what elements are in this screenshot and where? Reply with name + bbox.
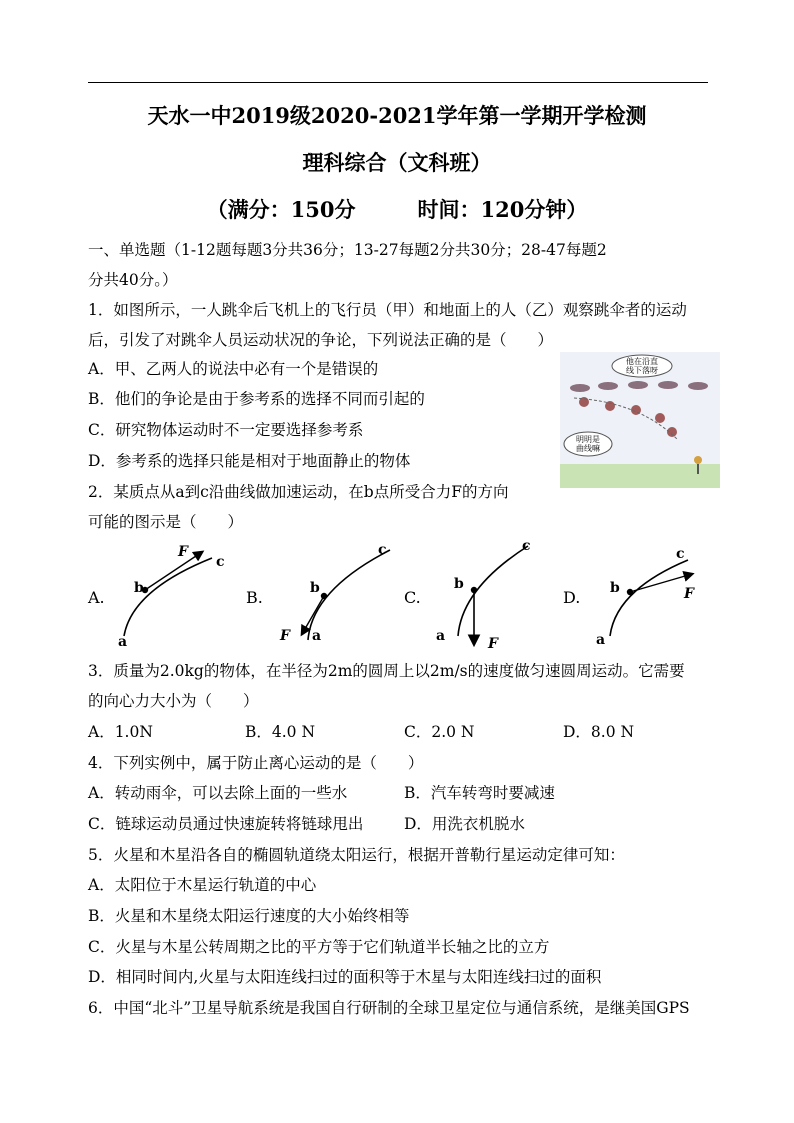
q3-option-b: B．4.0 N: [245, 723, 316, 741]
q2-diagram-b: [272, 540, 402, 652]
exam-subtitle: 理科综合（文科班）: [302, 150, 492, 175]
q4-option-d: D．用洗衣机脱水: [404, 815, 525, 833]
parachute-illustration: [560, 352, 720, 488]
label-b: b: [454, 576, 464, 592]
q2-stem: 2．某质点从a到c沿曲线做加速运动，在b点所受合力F的方向: [88, 483, 509, 501]
q2-diagram-d-label: D.: [563, 588, 581, 607]
q1-stem: 1．如图所示，一人跳伞后飞机上的飞行员（甲）和地面上的人（乙）观察跳伞者的运动: [88, 301, 687, 319]
q1-stem-cont: 后，引发了对跳伞人员运动状况的争论，下列说法正确的是（ ）: [88, 331, 554, 349]
label-b: b: [610, 580, 620, 596]
q5-option-a: A．太阳位于木星运行轨道的中心: [88, 876, 317, 894]
q3-option-c: C．2.0 N: [404, 723, 475, 741]
q2-diagram-a: [112, 540, 242, 652]
q3-option-a: A．1.0N: [88, 723, 153, 741]
q1-option-a: A．甲、乙两人的说法中必有一个是错误的: [88, 360, 379, 378]
q2-diagram-d: [588, 540, 708, 652]
label-a: a: [436, 628, 446, 644]
time-info: 时间：120分钟）: [417, 197, 588, 222]
label-b: b: [310, 580, 320, 596]
q4-option-a: A．转动雨伞，可以去除上面的一些水: [88, 784, 348, 802]
header-rule: [88, 82, 708, 83]
label-c: c: [522, 538, 531, 554]
label-c: c: [676, 546, 685, 562]
exam-meta: [0, 194, 794, 224]
q4-stem: 4．下列实例中，属于防止离心运动的是（ ）: [88, 754, 424, 772]
q1-option-d: D．参考系的选择只能是相对于地面静止的物体: [88, 452, 411, 470]
label-F: F: [684, 586, 694, 602]
exam-title: 天水一中2019级2020-2021学年第一学期开学检测: [147, 103, 647, 128]
q3-stem-cont: 的向心力大小为（ ）: [88, 692, 259, 710]
label-c: c: [378, 542, 387, 558]
svg-text:曲线嘛: 曲线嘛: [576, 444, 600, 453]
q4-option-c: C．链球运动员通过快速旋转将链球甩出: [88, 815, 364, 833]
q5-stem: 5．火星和木星沿各自的椭圆轨道绕太阳运行，根据开普勒行星运动定律可知：: [88, 846, 625, 864]
q3-stem: 3．质量为2.0kg的物体，在半径为2m的圆周上以2m/s的速度做匀速圆周运动。它需要: [88, 662, 685, 680]
label-F: F: [488, 636, 498, 652]
label-a: a: [312, 628, 322, 644]
observer-icon: [694, 456, 702, 464]
q5-option-b: B．火星和木星绕太阳运行速度的大小始终相等: [88, 907, 410, 925]
q5-option-c: C．火星与木星公转周期之比的平方等于它们轨道半长轴之比的立方: [88, 938, 550, 956]
q6-stem: 6．中国“北斗”卫星导航系统是我国自行研制的全球卫星定位与通信系统，是继美国GPS: [88, 999, 690, 1017]
q1-option-c: C．研究物体运动时不一定要选择参考系: [88, 421, 364, 439]
q1-option-b: B．他们的争论是由于参考系的选择不同而引起的: [88, 390, 425, 408]
q4-option-b: B．汽车转弯时要减速: [404, 784, 555, 802]
q3-option-d: D．8.0 N: [563, 723, 635, 741]
q2-diagram-a-label: A.: [88, 588, 105, 607]
svg-text:线下落呀: 线下落呀: [626, 366, 658, 375]
score-info: （满分：150分: [206, 197, 356, 222]
label-F: F: [178, 544, 188, 560]
section-heading: 一、单选题（1-12题每题3分共36分；13-27每题2分共30分；28-47每题2: [88, 241, 607, 259]
label-a: a: [118, 634, 128, 650]
q2-diagram-c-label: C.: [404, 588, 421, 607]
q5-option-d: D．相同时间内,火星与太阳连线扫过的面积等于木星与太阳连线扫过的面积: [88, 968, 602, 986]
q2-diagram-c: [428, 538, 558, 652]
label-c: c: [216, 554, 225, 570]
q2-stem-cont: 可能的图示是（ ）: [88, 513, 244, 531]
q2-diagram-b-label: B.: [246, 588, 263, 607]
label-a: a: [596, 632, 606, 648]
label-b: b: [134, 580, 144, 596]
section-heading-cont: 分共40分。）: [88, 271, 178, 289]
label-F: F: [280, 628, 290, 644]
bubble1-text: 他在沿直: [626, 357, 658, 366]
svg-text:明明是: 明明是: [576, 435, 600, 444]
